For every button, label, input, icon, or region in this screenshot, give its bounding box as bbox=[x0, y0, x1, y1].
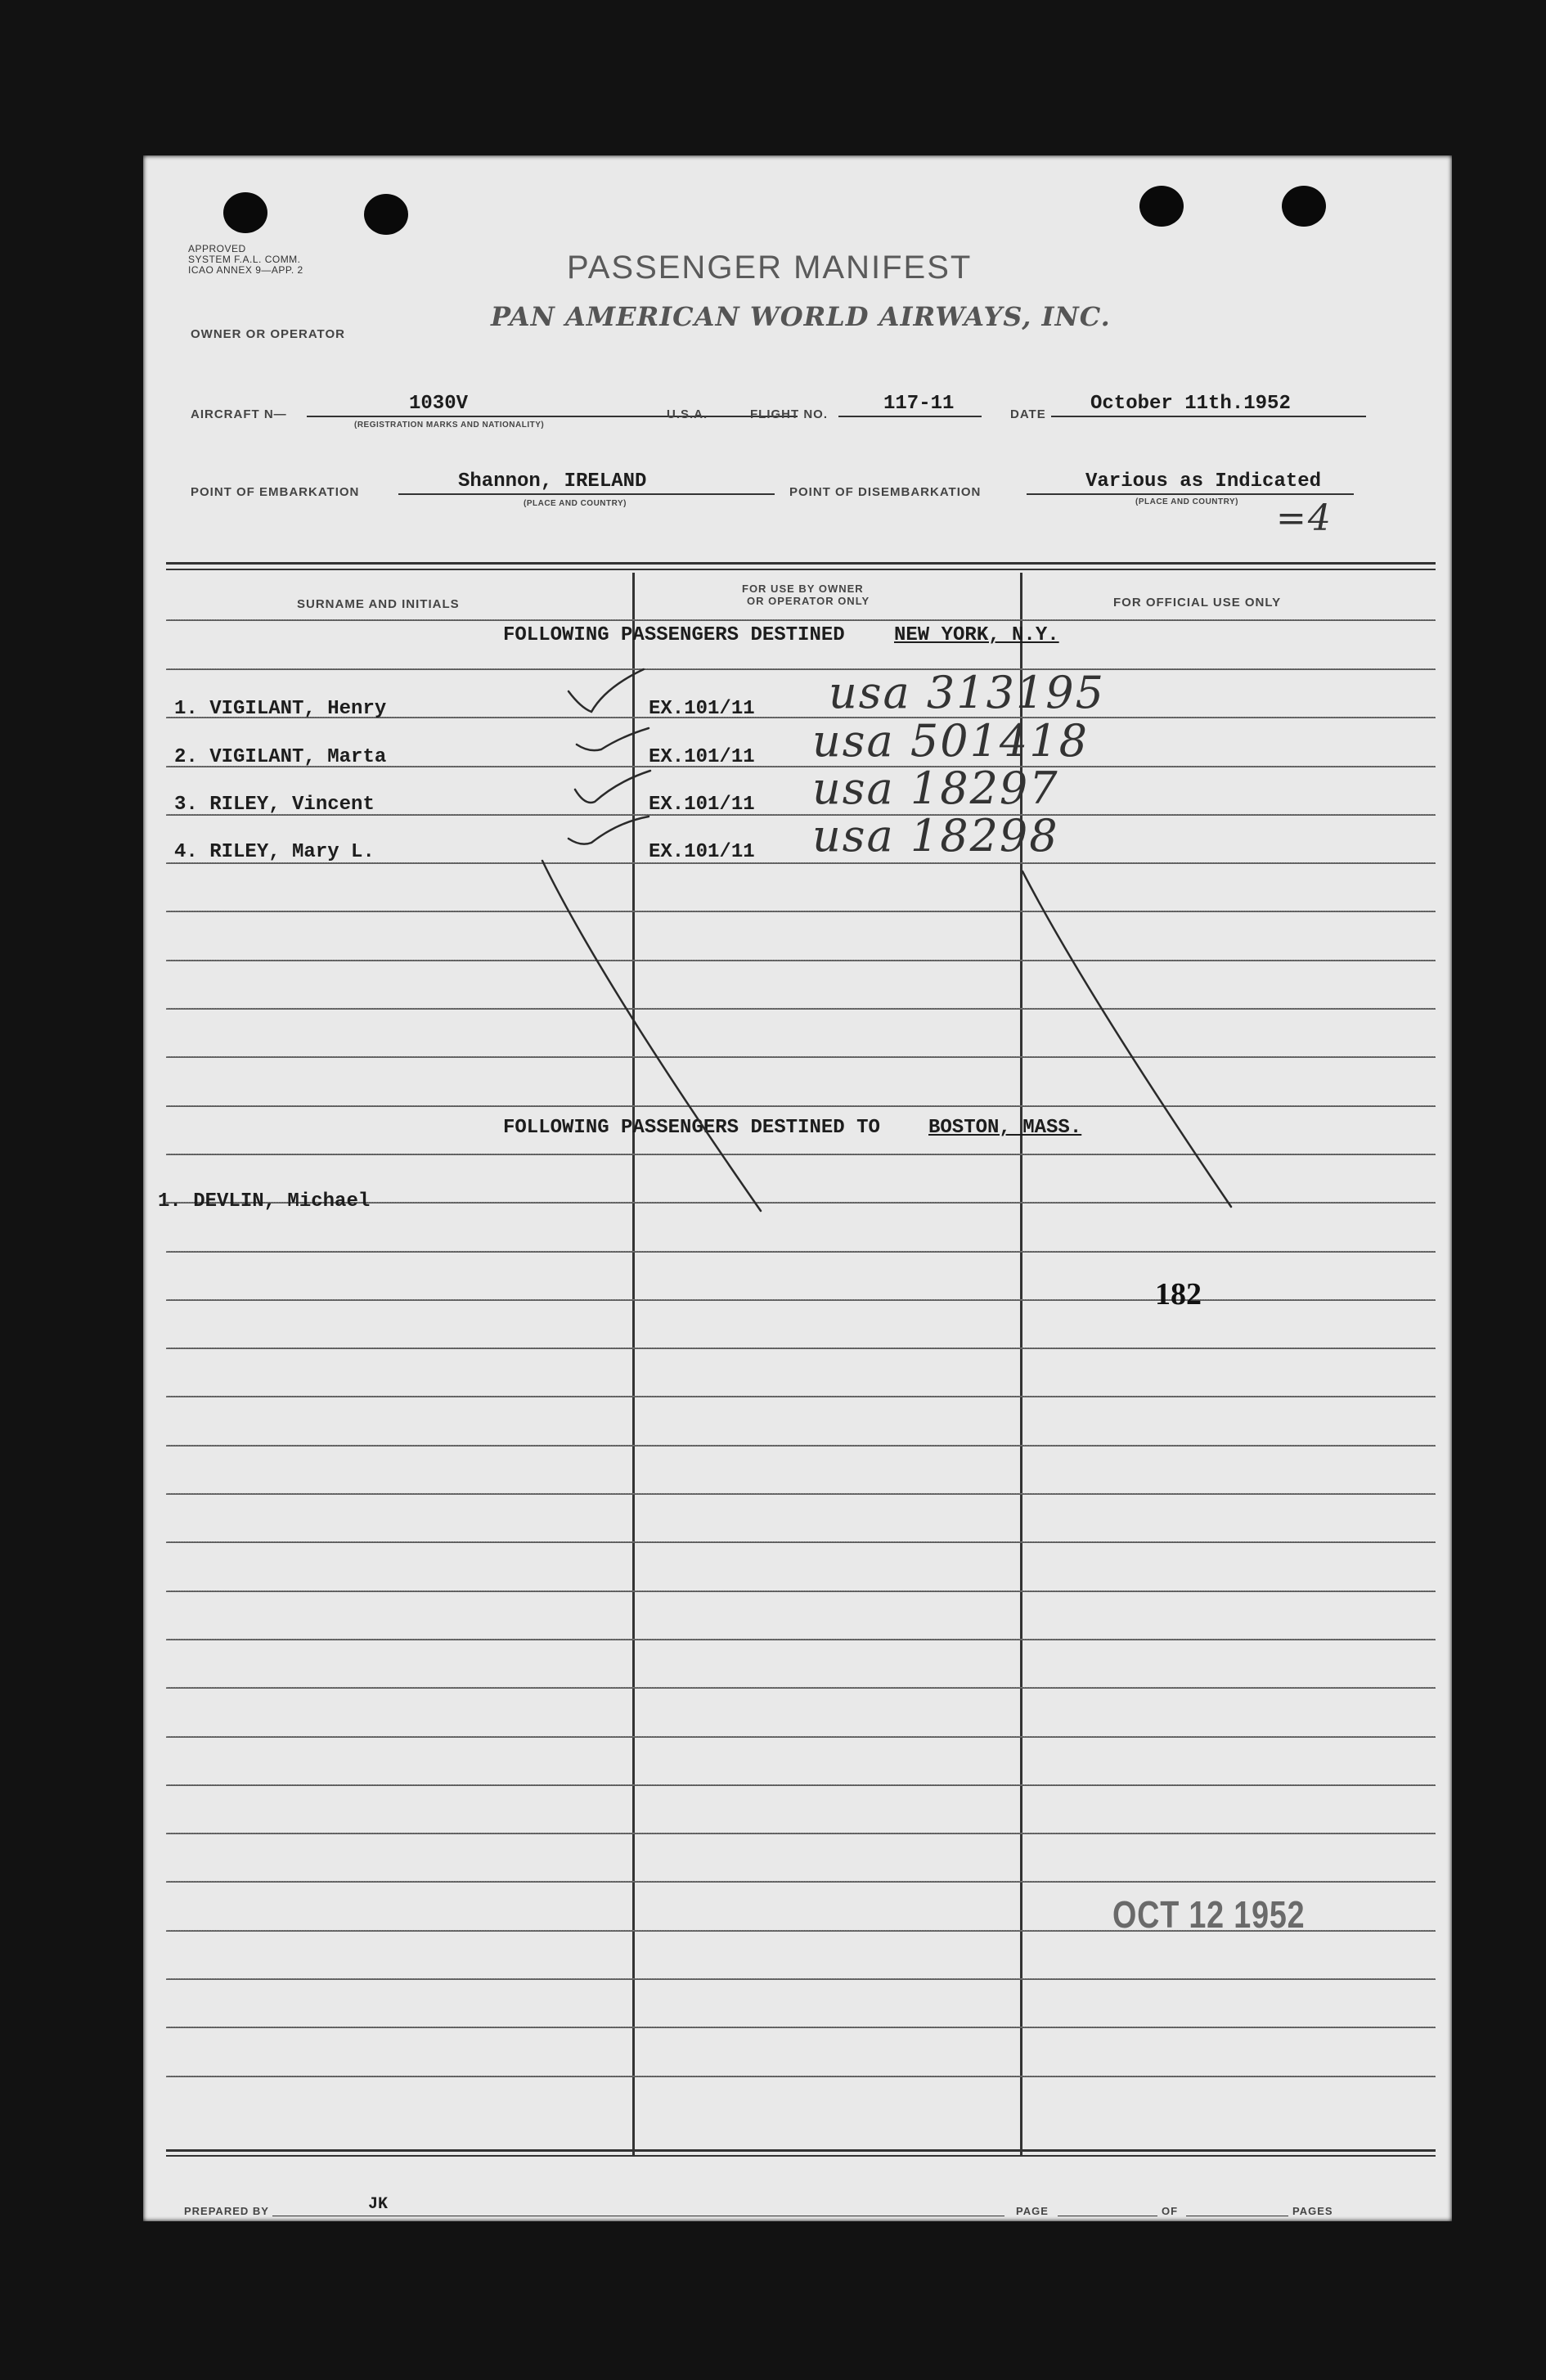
aircraft-sublabel: (REGISTRATION MARKS AND NATIONALITY) bbox=[354, 421, 545, 430]
flight-label: FLIGHT NO. bbox=[750, 407, 828, 421]
aircraft-value: 1030V bbox=[409, 393, 469, 415]
passenger-name: 1. VIGILANT, Henry bbox=[174, 698, 387, 720]
embarkation-label: POINT OF EMBARKATION bbox=[191, 485, 360, 499]
passenger-name: 2. VIGILANT, Marta bbox=[174, 746, 387, 768]
table-bottom-rule bbox=[166, 2149, 1436, 2152]
date-value: October 11th.1952 bbox=[1090, 393, 1291, 415]
official-entry: usa 18297 bbox=[812, 763, 1059, 814]
prepared-value: JK bbox=[368, 2195, 389, 2214]
page-number: 182 bbox=[1155, 1277, 1202, 1311]
disembarkation-sublabel: (PLACE AND COUNTRY) bbox=[1135, 497, 1238, 506]
check-mark bbox=[569, 669, 644, 712]
official-entry: usa 501418 bbox=[812, 715, 1089, 767]
usa-label: U.S.A. bbox=[667, 407, 708, 421]
passenger-name: 1. DEVLIN, Michael bbox=[158, 1190, 371, 1212]
official-entry: usa 313195 bbox=[829, 667, 1105, 718]
owner-use-header: FOR USE BY OWNER bbox=[742, 583, 864, 595]
section-destination: NEW YORK, N.Y. bbox=[894, 624, 1059, 646]
owner-use-header: OR OPERATOR ONLY bbox=[747, 595, 870, 607]
embarkation-sublabel: (PLACE AND COUNTRY) bbox=[524, 499, 627, 508]
date-stamp: OCT 12 1952 bbox=[1112, 1893, 1306, 1936]
section-heading: FOLLOWING PASSENGERS DESTINED bbox=[503, 624, 845, 646]
surname-header: SURNAME AND INITIALS bbox=[297, 597, 460, 611]
disembarkation-value: Various as Indicated bbox=[1085, 470, 1322, 493]
page-title: PASSENGER MANIFEST bbox=[567, 250, 973, 286]
approval-line: SYSTEM F.A.L. COMM. bbox=[188, 254, 301, 265]
prepared-label: PREPARED BY bbox=[184, 2205, 269, 2217]
disembarkation-label: POINT OF DISEMBARKATION bbox=[789, 485, 982, 499]
official-header: FOR OFFICIAL USE ONLY bbox=[1113, 596, 1282, 610]
aircraft-label: AIRCRAFT N— bbox=[191, 407, 287, 421]
pages-label: PAGES bbox=[1292, 2205, 1333, 2217]
passenger-code: EX.101/11 bbox=[649, 794, 755, 816]
count-note: =4 bbox=[1276, 497, 1333, 539]
of-label: OF bbox=[1162, 2205, 1179, 2217]
approval-line: APPROVED bbox=[188, 243, 246, 254]
owner-label: OWNER OR OPERATOR bbox=[191, 327, 345, 341]
handwritten-marks bbox=[143, 155, 1452, 2221]
company-name: PAN AMERICAN WORLD AIRWAYS, INC. bbox=[491, 301, 1111, 332]
cancel-stroke bbox=[542, 861, 761, 1211]
approval-line: ICAO ANNEX 9—APP. 2 bbox=[188, 264, 303, 276]
passenger-code: EX.101/11 bbox=[649, 746, 755, 768]
passenger-name: 3. RILEY, Vincent bbox=[174, 794, 375, 816]
embarkation-value: Shannon, IRELAND bbox=[458, 470, 647, 493]
check-mark bbox=[575, 771, 650, 803]
passenger-code: EX.101/11 bbox=[649, 698, 755, 720]
section-heading: FOLLOWING PASSENGERS DESTINED TO bbox=[503, 1117, 880, 1139]
passenger-code: EX.101/11 bbox=[649, 841, 755, 863]
passenger-name: 4. RILEY, Mary L. bbox=[174, 841, 375, 863]
check-mark bbox=[569, 817, 649, 844]
manifest-sheet bbox=[143, 155, 1452, 2221]
page-label: PAGE bbox=[1016, 2205, 1049, 2217]
flight-value: 117-11 bbox=[883, 393, 955, 415]
check-mark bbox=[577, 728, 649, 750]
date-label: DATE bbox=[1010, 407, 1046, 421]
official-entry: usa 18298 bbox=[812, 810, 1059, 862]
section-destination: BOSTON, MASS. bbox=[928, 1117, 1082, 1139]
table-bottom-rule bbox=[166, 2155, 1436, 2157]
cancel-stroke bbox=[1022, 871, 1231, 1207]
